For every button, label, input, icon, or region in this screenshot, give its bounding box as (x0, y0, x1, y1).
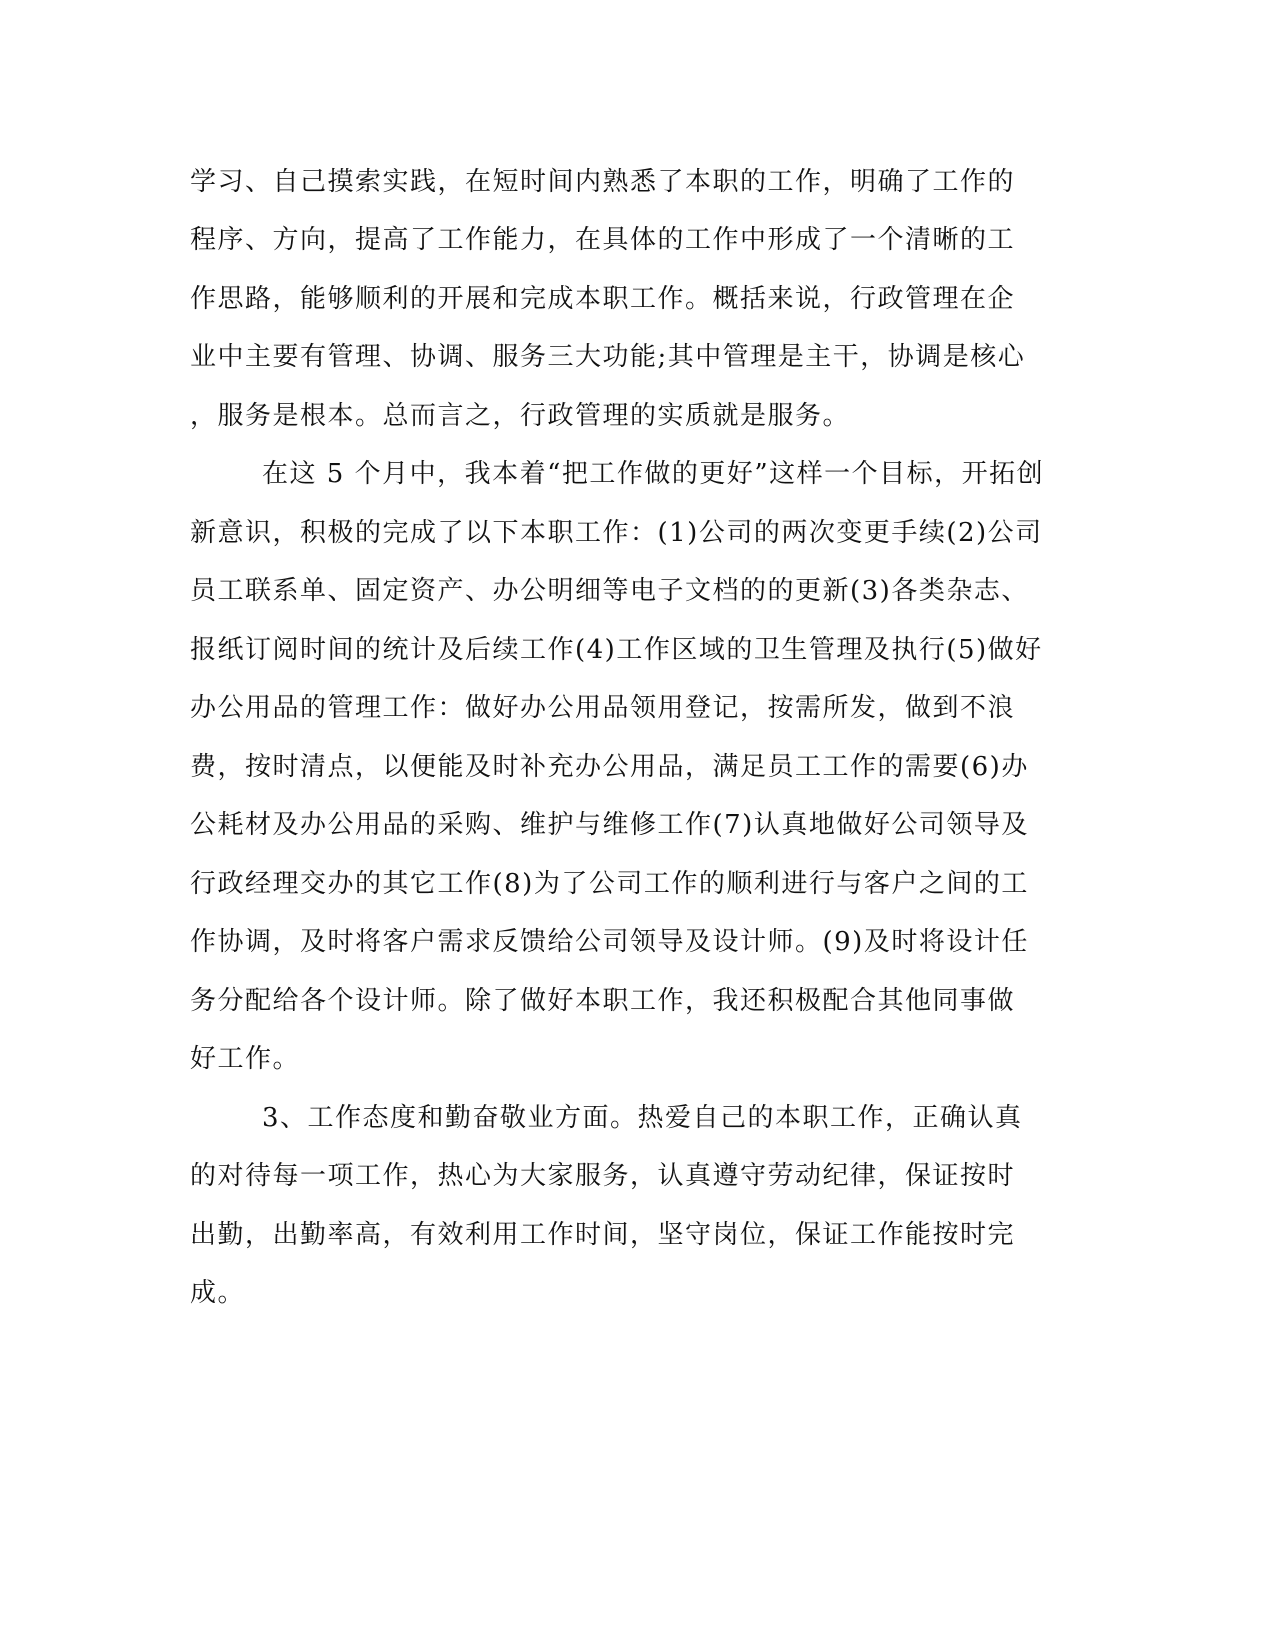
paragraph-2-line-1: 在这 5 个月中，我本着“把工作做的更好”这样一个目标，开拓创 (262, 459, 1045, 489)
paragraph-2-line-10: 务分配给各个设计师。除了做好本职工作，我还积极配合其他同事做 (190, 986, 1016, 1016)
paragraph-3-line-4: 成。 (190, 1278, 246, 1308)
paragraph-3-line-2: 的对待每一项工作，热心为大家服务，认真遵守劳动纪律，保证按时 (190, 1161, 1016, 1191)
paragraph-1-line-5: ，服务是根本。总而言之，行政管理的实质就是服务。 (190, 401, 851, 431)
paragraph-2-line-7: 公耗材及办公用品的采购、维护与维修工作(7)认真地做好公司领导及 (190, 810, 1029, 840)
paragraph-2-line-9: 作协调，及时将客户需求反馈给公司领导及设计师。(9)及时将设计任 (190, 927, 1029, 957)
paragraph-2-line-3: 员工联系单、固定资产、办公明细等电子文档的的更新(3)各类杂志、 (190, 576, 1029, 606)
paragraph-2-line-8: 行政经理交办的其它工作(8)为了公司工作的顺利进行与客户之间的工 (190, 869, 1029, 899)
paragraph-2-line-4: 报纸订阅时间的统计及后续工作(4)工作区域的卫生管理及执行(5)做好 (190, 635, 1043, 665)
paragraph-2-line-2: 新意识，积极的完成了以下本职工作：(1)公司的两次变更手续(2)公司 (190, 518, 1043, 548)
paragraph-1-line-1: 学习、自己摸索实践，在短时间内熟悉了本职的工作，明确了工作的 (190, 167, 1016, 197)
paragraph-1-line-4: 业中主要有管理、协调、服务三大功能;其中管理是主干，协调是核心 (190, 342, 1026, 372)
paragraph-2-line-6: 费，按时清点，以便能及时补充办公用品，满足员工工作的需要(6)办 (190, 752, 1029, 782)
paragraph-2-line-11: 好工作。 (190, 1044, 301, 1074)
paragraph-1-line-3: 作思路，能够顺利的开展和完成本职工作。概括来说，行政管理在企 (190, 284, 1016, 314)
paragraph-1-line-2: 程序、方向，提高了工作能力，在具体的工作中形成了一个清晰的工 (190, 225, 1016, 255)
paragraph-3-line-1: 3、工作态度和勤奋敬业方面。热爱自己的本职工作，正确认真 (262, 1103, 1023, 1133)
paragraph-2-line-5: 办公用品的管理工作：做好办公用品领用登记，按需所发，做到不浪 (190, 693, 1016, 723)
paragraph-3-line-3: 出勤，出勤率高，有效利用工作时间，坚守岗位，保证工作能按时完 (190, 1220, 1016, 1250)
